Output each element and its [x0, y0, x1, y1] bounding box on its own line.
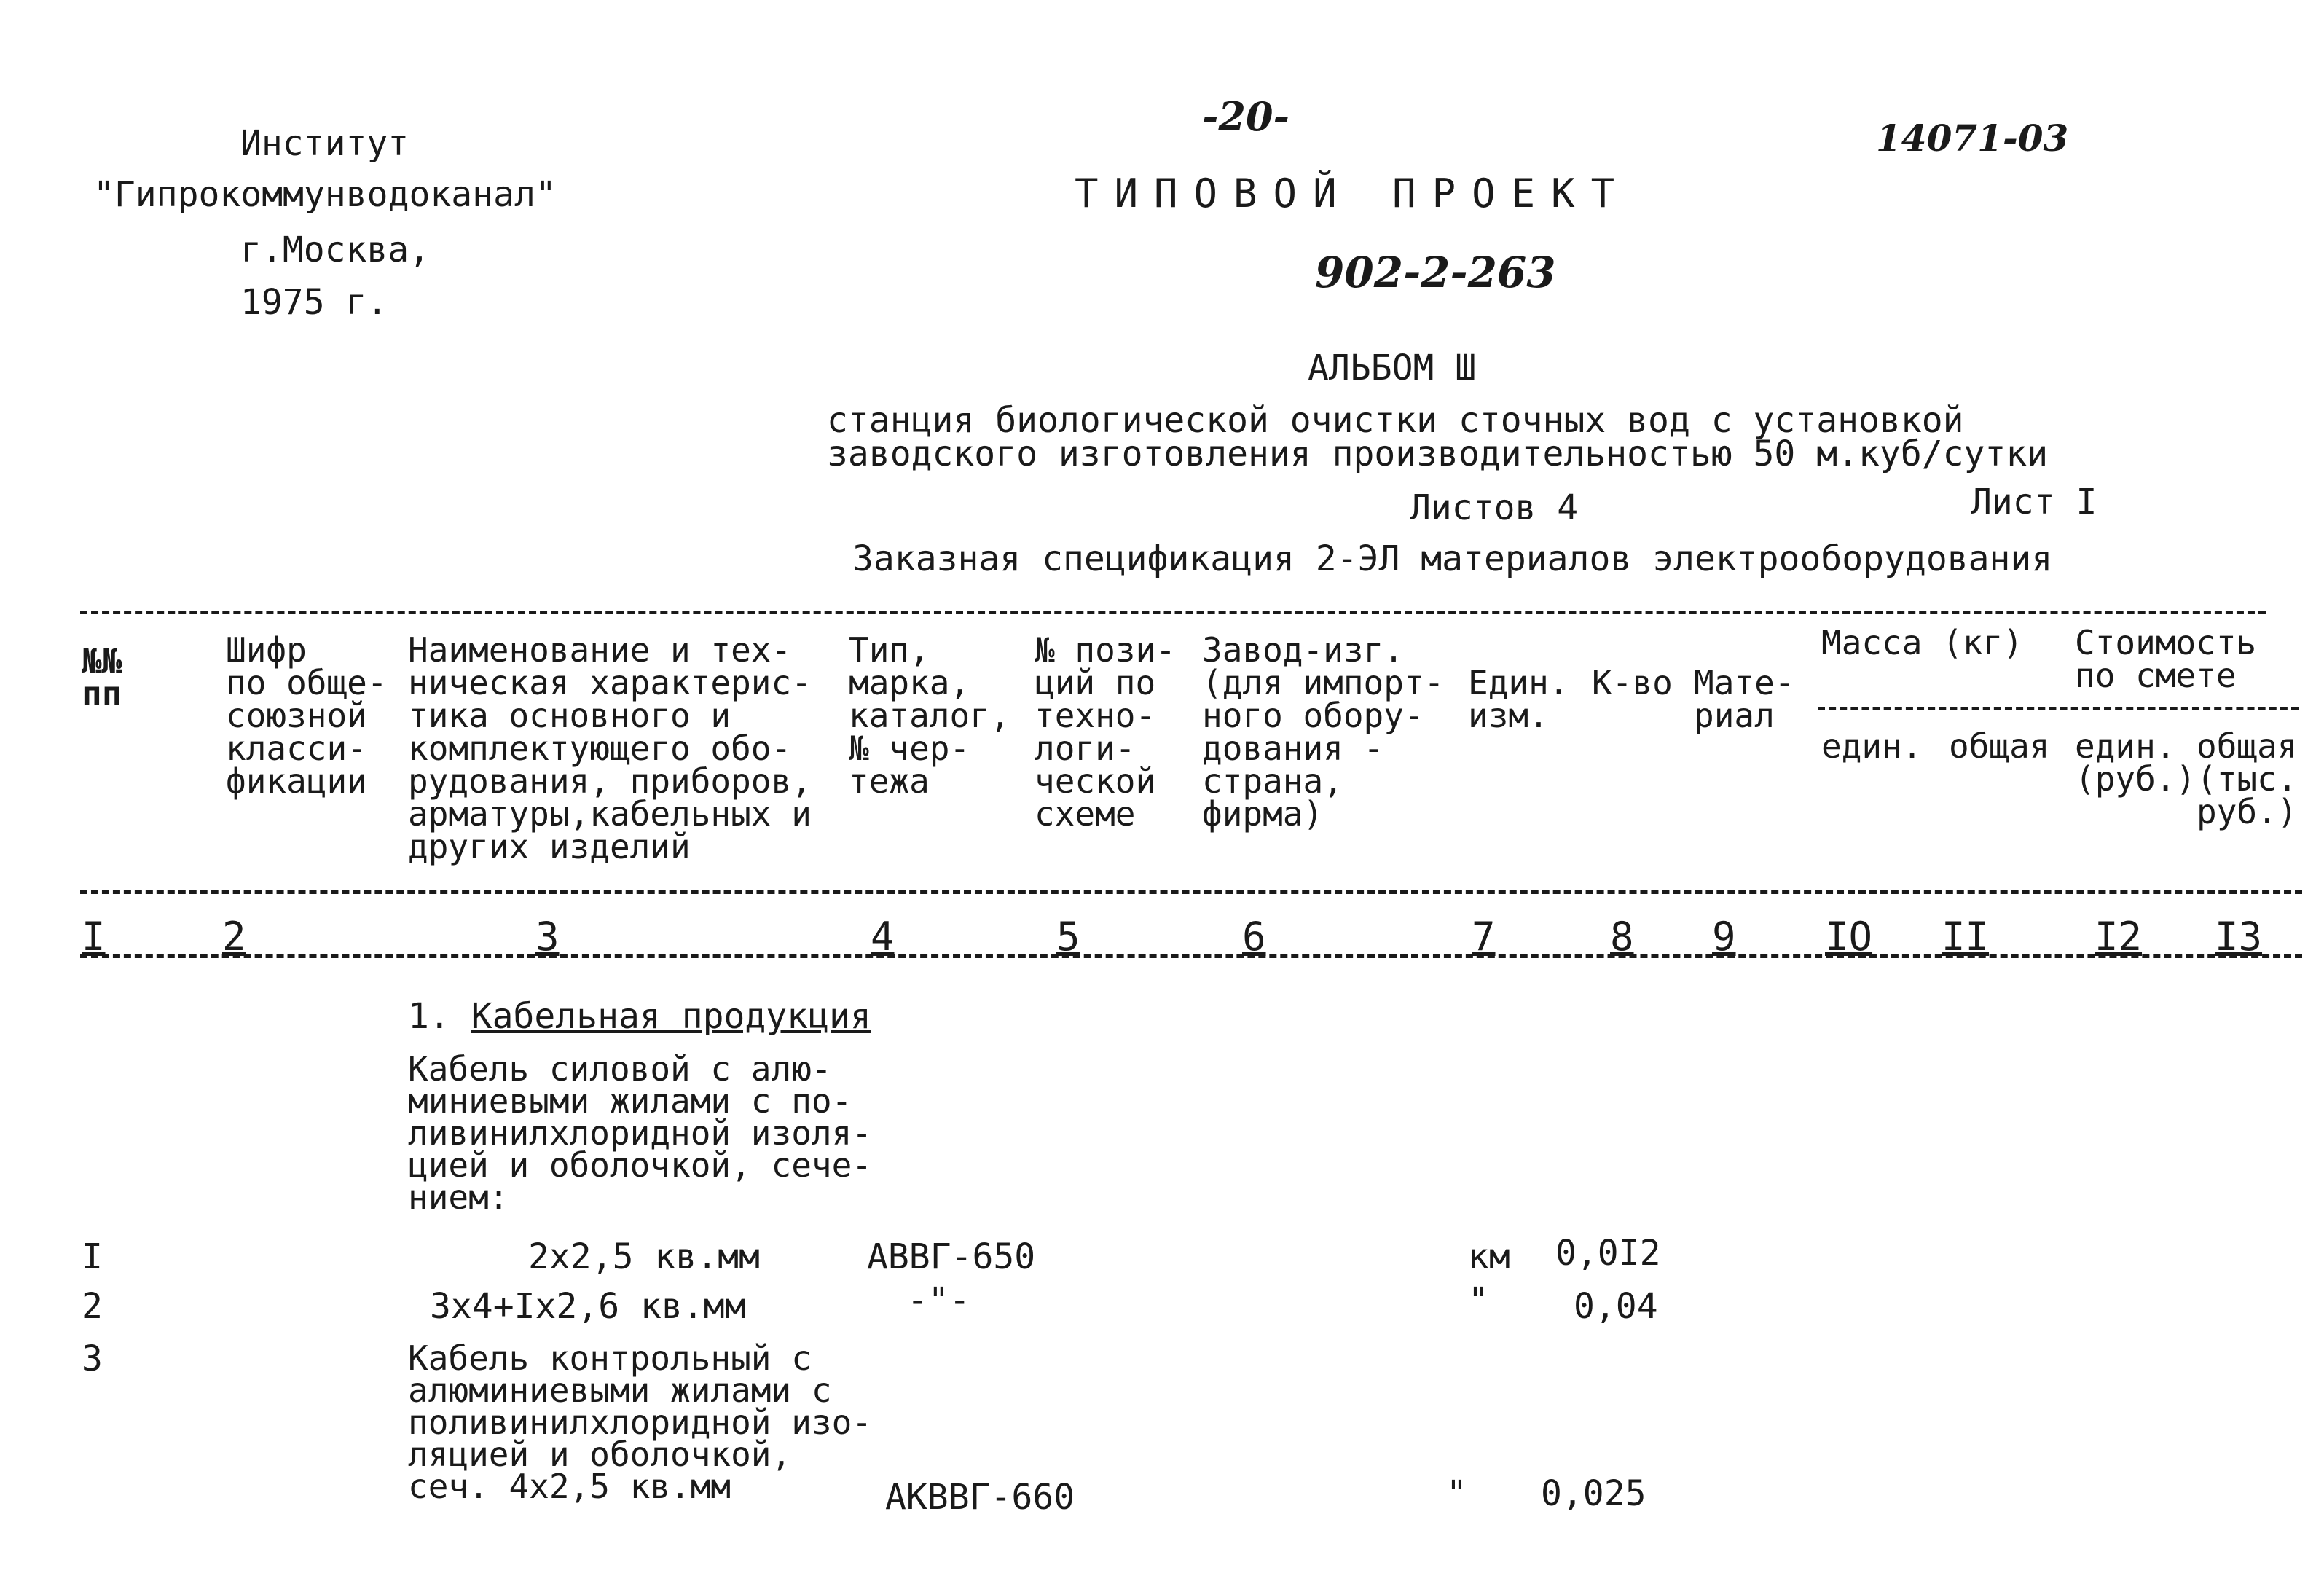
header-cost-unit: един. (руб.) [2075, 726, 2197, 799]
header-col-unit: Един. изм. [1468, 663, 1569, 735]
header-cost-total: общая (тыс. руб.) [2197, 726, 2298, 831]
section-heading [408, 998, 871, 1035]
header-subdivider-rule [1818, 707, 2299, 710]
column-number-1: I [82, 914, 106, 960]
row-2-unit: " [1468, 1280, 1489, 1321]
row-3-unit: " [1446, 1473, 1467, 1514]
header-mass-unit: един. [1821, 726, 1923, 766]
column-number-10: IO [1825, 914, 1873, 960]
section-title: Кабельная продукция [471, 996, 871, 1037]
row-1-name: 2х2,5 кв.мм [528, 1236, 760, 1277]
header-col-type: Тип, марка, каталог, № чер- тежа [849, 630, 1010, 801]
column-number-11: II [1942, 914, 1990, 960]
header-cost: Стоимость по смете [2075, 623, 2257, 695]
institute-name: Институт [240, 123, 409, 164]
institute-city: г.Москва, [240, 230, 431, 270]
project-number: 902-2-263 [1315, 248, 1556, 297]
sheet-number: Лист I [1971, 482, 2097, 522]
column-number-6: 6 [1242, 914, 1266, 960]
header-col-position: № пози- ций по техно- логи- ческой схеме [1035, 630, 1176, 834]
section-number: 1. [408, 996, 450, 1037]
album-label: АЛЬБОМ Ш [1308, 348, 1477, 388]
row-3-number: 3 [82, 1338, 103, 1379]
column-number-rule [80, 954, 2302, 958]
institute-year: 1975 г. [240, 282, 388, 323]
header-col-number: №№ пп [82, 641, 122, 713]
project-title: ТИПОВОЙ ПРОЕКТ [1075, 170, 1631, 216]
page-number: -20- [1202, 93, 1289, 140]
column-number-3: 3 [535, 914, 560, 960]
header-mass-total: общая [1949, 726, 2050, 766]
project-description-line1: станция биологической очистки сточных вод с установкой [827, 400, 1964, 441]
column-number-5: 5 [1056, 914, 1080, 960]
header-top-rule [80, 611, 2266, 614]
row-2-number: 2 [82, 1286, 103, 1327]
column-number-8: 8 [1610, 914, 1634, 960]
row-1-type: АВВГ-650 [867, 1236, 1036, 1277]
column-number-9: 9 [1712, 914, 1736, 960]
header-col-name: Наименование и тех- ническая характерис- тика основного и комплектующего обо- рудования, приборов, арматуры,кабельных и других изделий [408, 630, 812, 866]
column-number-4: 4 [871, 914, 895, 960]
row-1-quantity: 0,0I2 [1555, 1233, 1661, 1274]
specification-title: Заказная спецификация 2-ЭЛ материалов электрооборудования [852, 538, 2053, 579]
column-number-2: 2 [222, 914, 246, 960]
row-2-name: 3х4+Iх2,6 кв.мм [430, 1286, 746, 1327]
header-bottom-rule [80, 890, 2302, 894]
row-2-type: -"- [907, 1280, 970, 1321]
sheets-total: Листов 4 [1410, 487, 1579, 528]
header-mass: Масса (кг) [1821, 623, 2023, 662]
document-code: 14071-03 [1876, 117, 2069, 160]
column-number-7: 7 [1472, 914, 1496, 960]
row-3-type: АКВВГ-660 [885, 1477, 1075, 1518]
institute-org: "Гипрокоммунводоканал" [93, 174, 557, 215]
row-3-name: Кабель контрольный с алюминиевыми жилами с поливинилхлоридной изо- ляцией и оболочкой, сеч. 4х2,5 кв.мм [408, 1338, 872, 1506]
column-number-13: I3 [2215, 914, 2263, 960]
header-col-code: Шифр по обще- союзной класси- фикации [226, 630, 388, 801]
group-description: Кабель силовой с алю- миниевыми жилами с по- ливинилхлоридной изоля- цией и оболочкой, сече- нием: [408, 1049, 872, 1217]
header-col-quantity: К-во [1592, 663, 1673, 702]
header-col-manufacturer: Завод-изг. (для импорт- ного обору- дования - страна, фирма) [1202, 630, 1445, 834]
header-col-material: Мате- риал [1694, 663, 1795, 735]
column-number-12: I2 [2095, 914, 2143, 960]
row-3-quantity: 0,025 [1541, 1473, 1646, 1514]
project-description-line2: заводского изготовления производительностью 50 м.куб/сутки [827, 434, 2049, 474]
row-1-number: I [82, 1236, 103, 1277]
row-2-quantity: 0,04 [1574, 1286, 1658, 1327]
row-1-unit: км [1468, 1236, 1510, 1277]
